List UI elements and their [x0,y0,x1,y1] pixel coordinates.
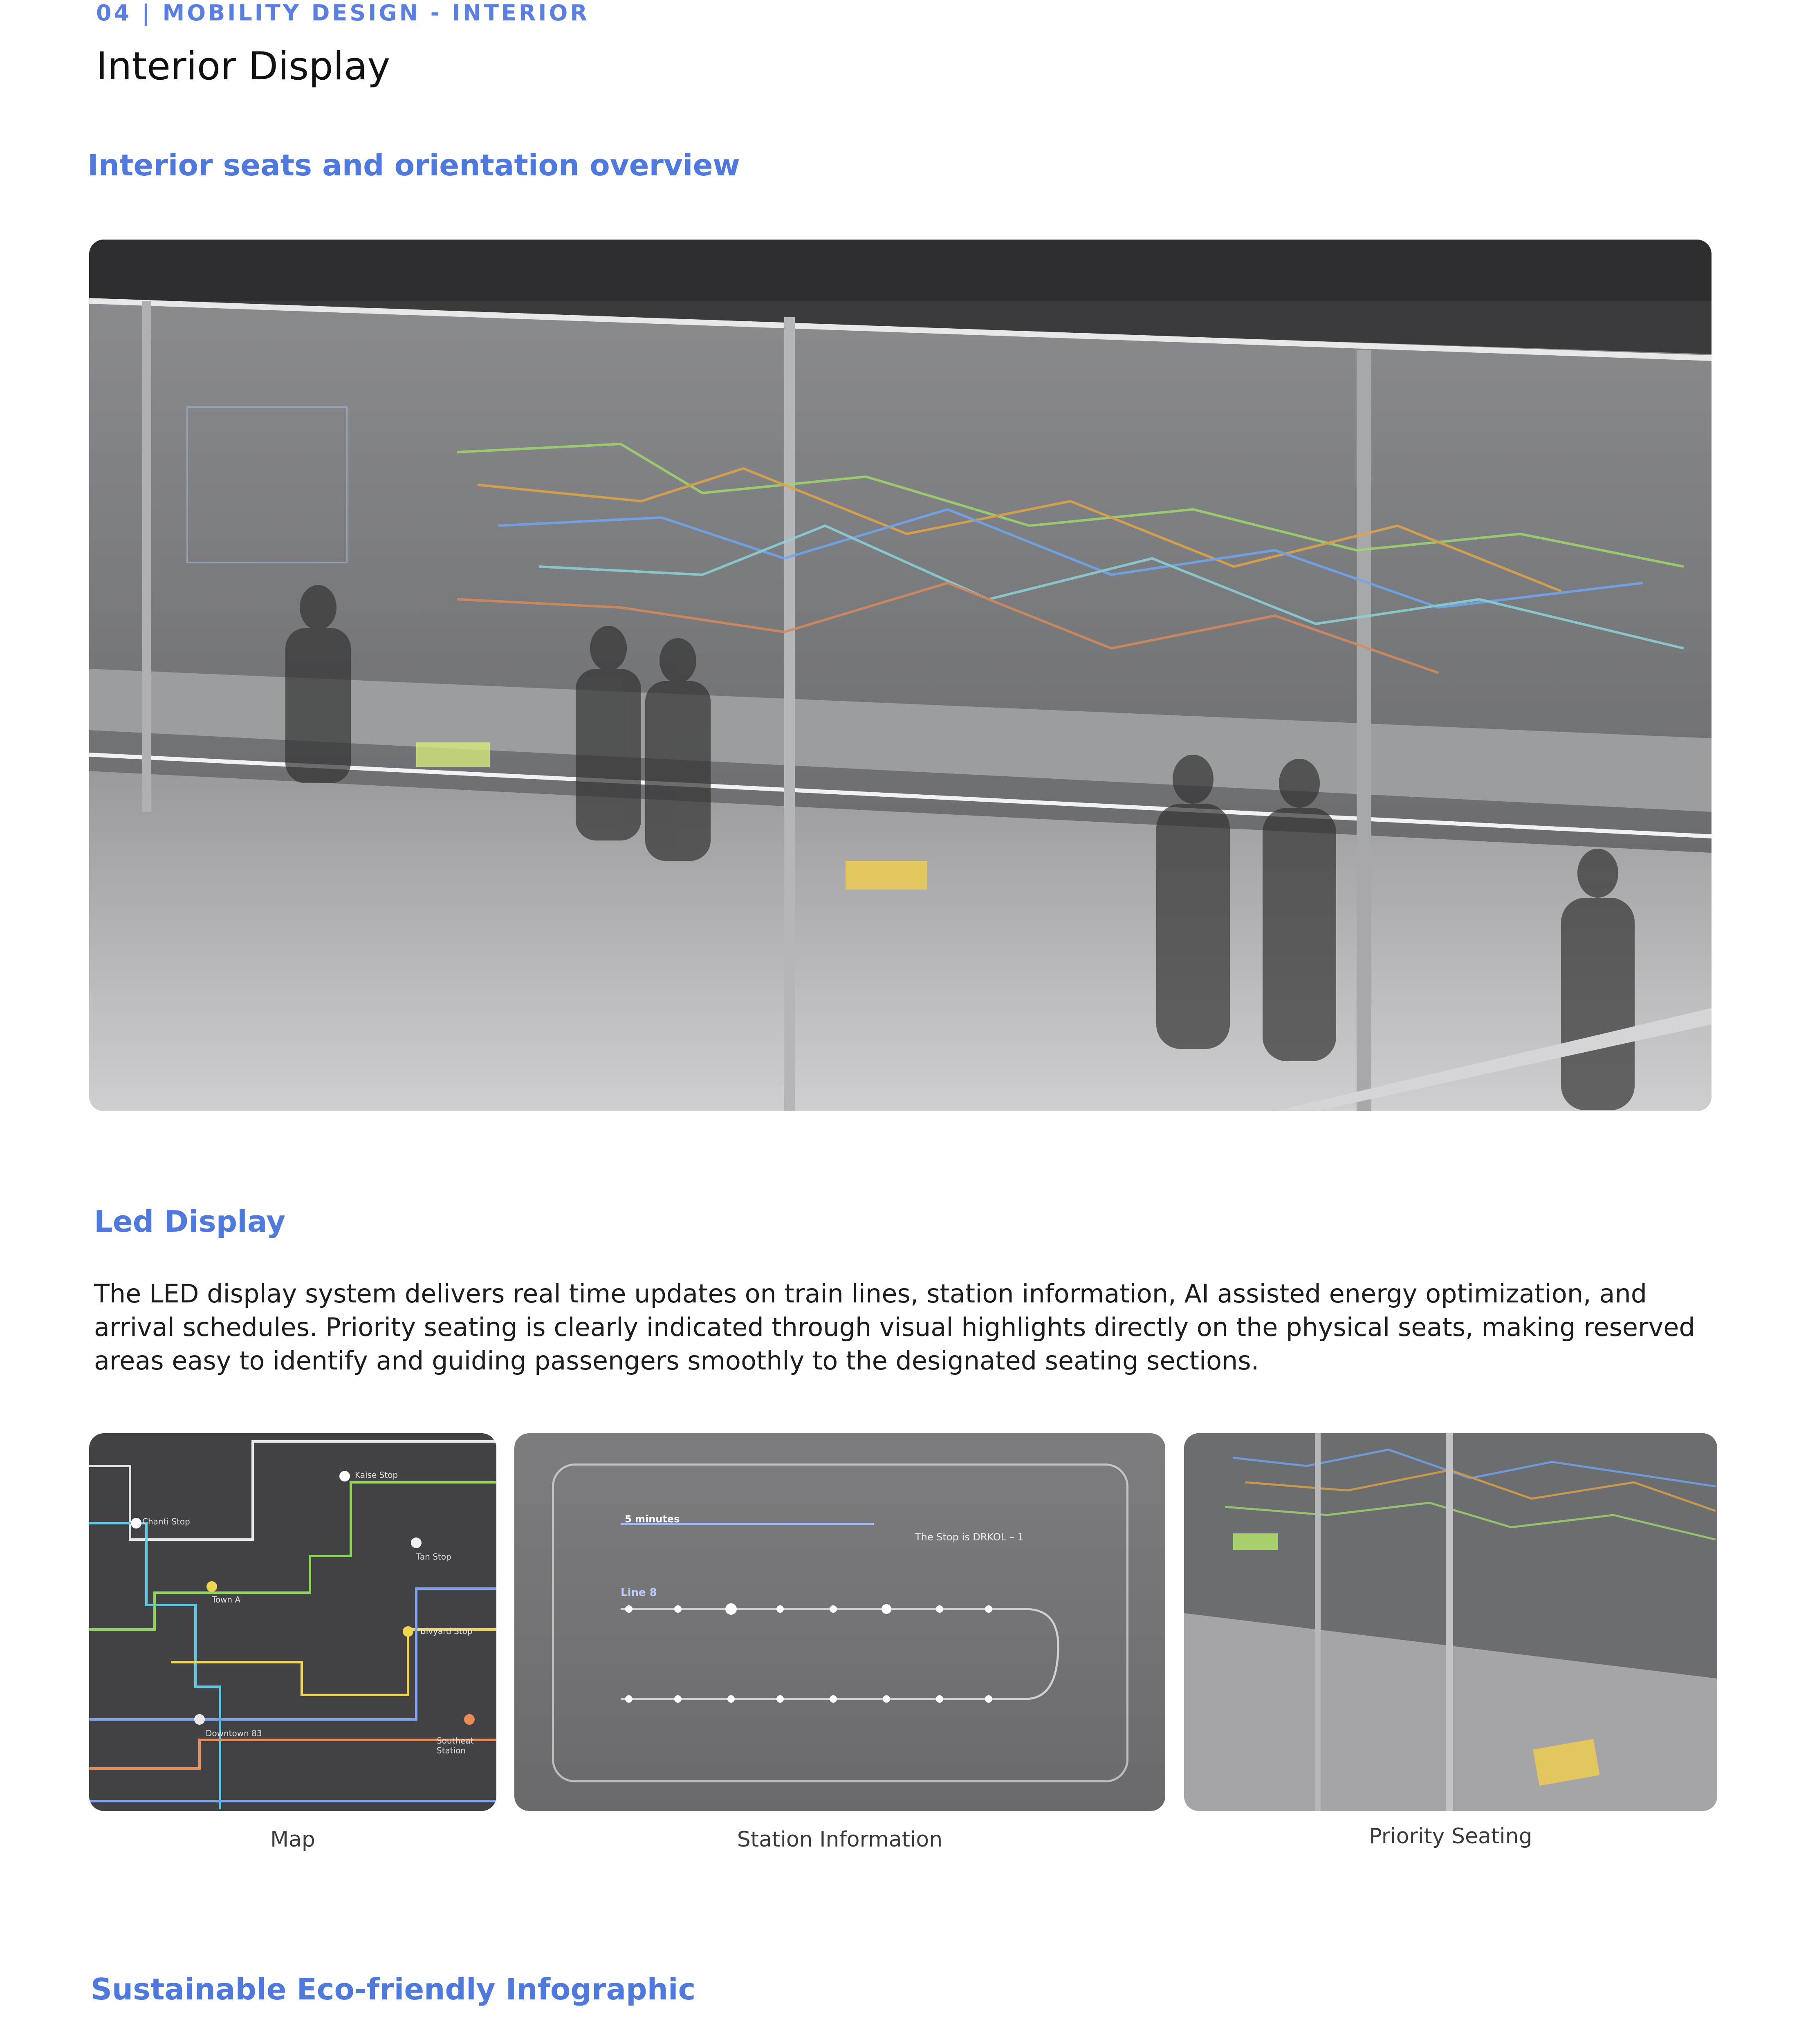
priority-seating-illustration [1184,1433,1717,1811]
map-label-town-a: Town A [212,1595,241,1605]
page-title: Interior Display [96,44,390,89]
priority-seating-panel [1184,1433,1717,1811]
station-current: The Stop is DRKOL – 1 [915,1531,1024,1543]
map-label-tan: Tan Stop [416,1552,451,1562]
caption-map: Map [270,1827,315,1852]
led-description: The LED display system delivers real time updates on train lines, station information, AI assisted energy optimization, and arrival schedules. Priority seating is clearly indicated through visual highlights directly on the physical seats, making reserved areas easy to identify and guiding passengers smoothly to the designated seating sections. [94,1279,1695,1376]
station-eta: 5 minutes [625,1513,680,1525]
led-heading: Led Display [94,1204,286,1239]
station-line-diagram [514,1433,1165,1811]
caption-station-info: Station Information [737,1827,943,1852]
map-panel [89,1433,496,1811]
map-label-southeat: Southeat Station [437,1736,474,1755]
overview-heading: Interior seats and orientation overview [87,148,740,182]
map-label-chanti: Chanti Stop [142,1517,190,1526]
caption-priority-seating: Priority Seating [1369,1824,1532,1849]
map-label-kaise: Kaise Stop [355,1470,398,1480]
section-kicker: 04 | MOBILITY DESIGN - INTERIOR [96,0,590,26]
map-label-downtown: Downtown 83 [206,1728,262,1738]
interior-illustration [89,240,1712,1111]
station-info-panel [514,1433,1165,1811]
route-map [89,1433,496,1811]
interior-overview-image [89,240,1712,1111]
map-label-bivyard: Bivyard Stop [420,1626,473,1636]
eco-heading: Sustainable Eco-friendly Infographic [91,1972,696,2006]
station-line: Line 8 [621,1587,657,1599]
